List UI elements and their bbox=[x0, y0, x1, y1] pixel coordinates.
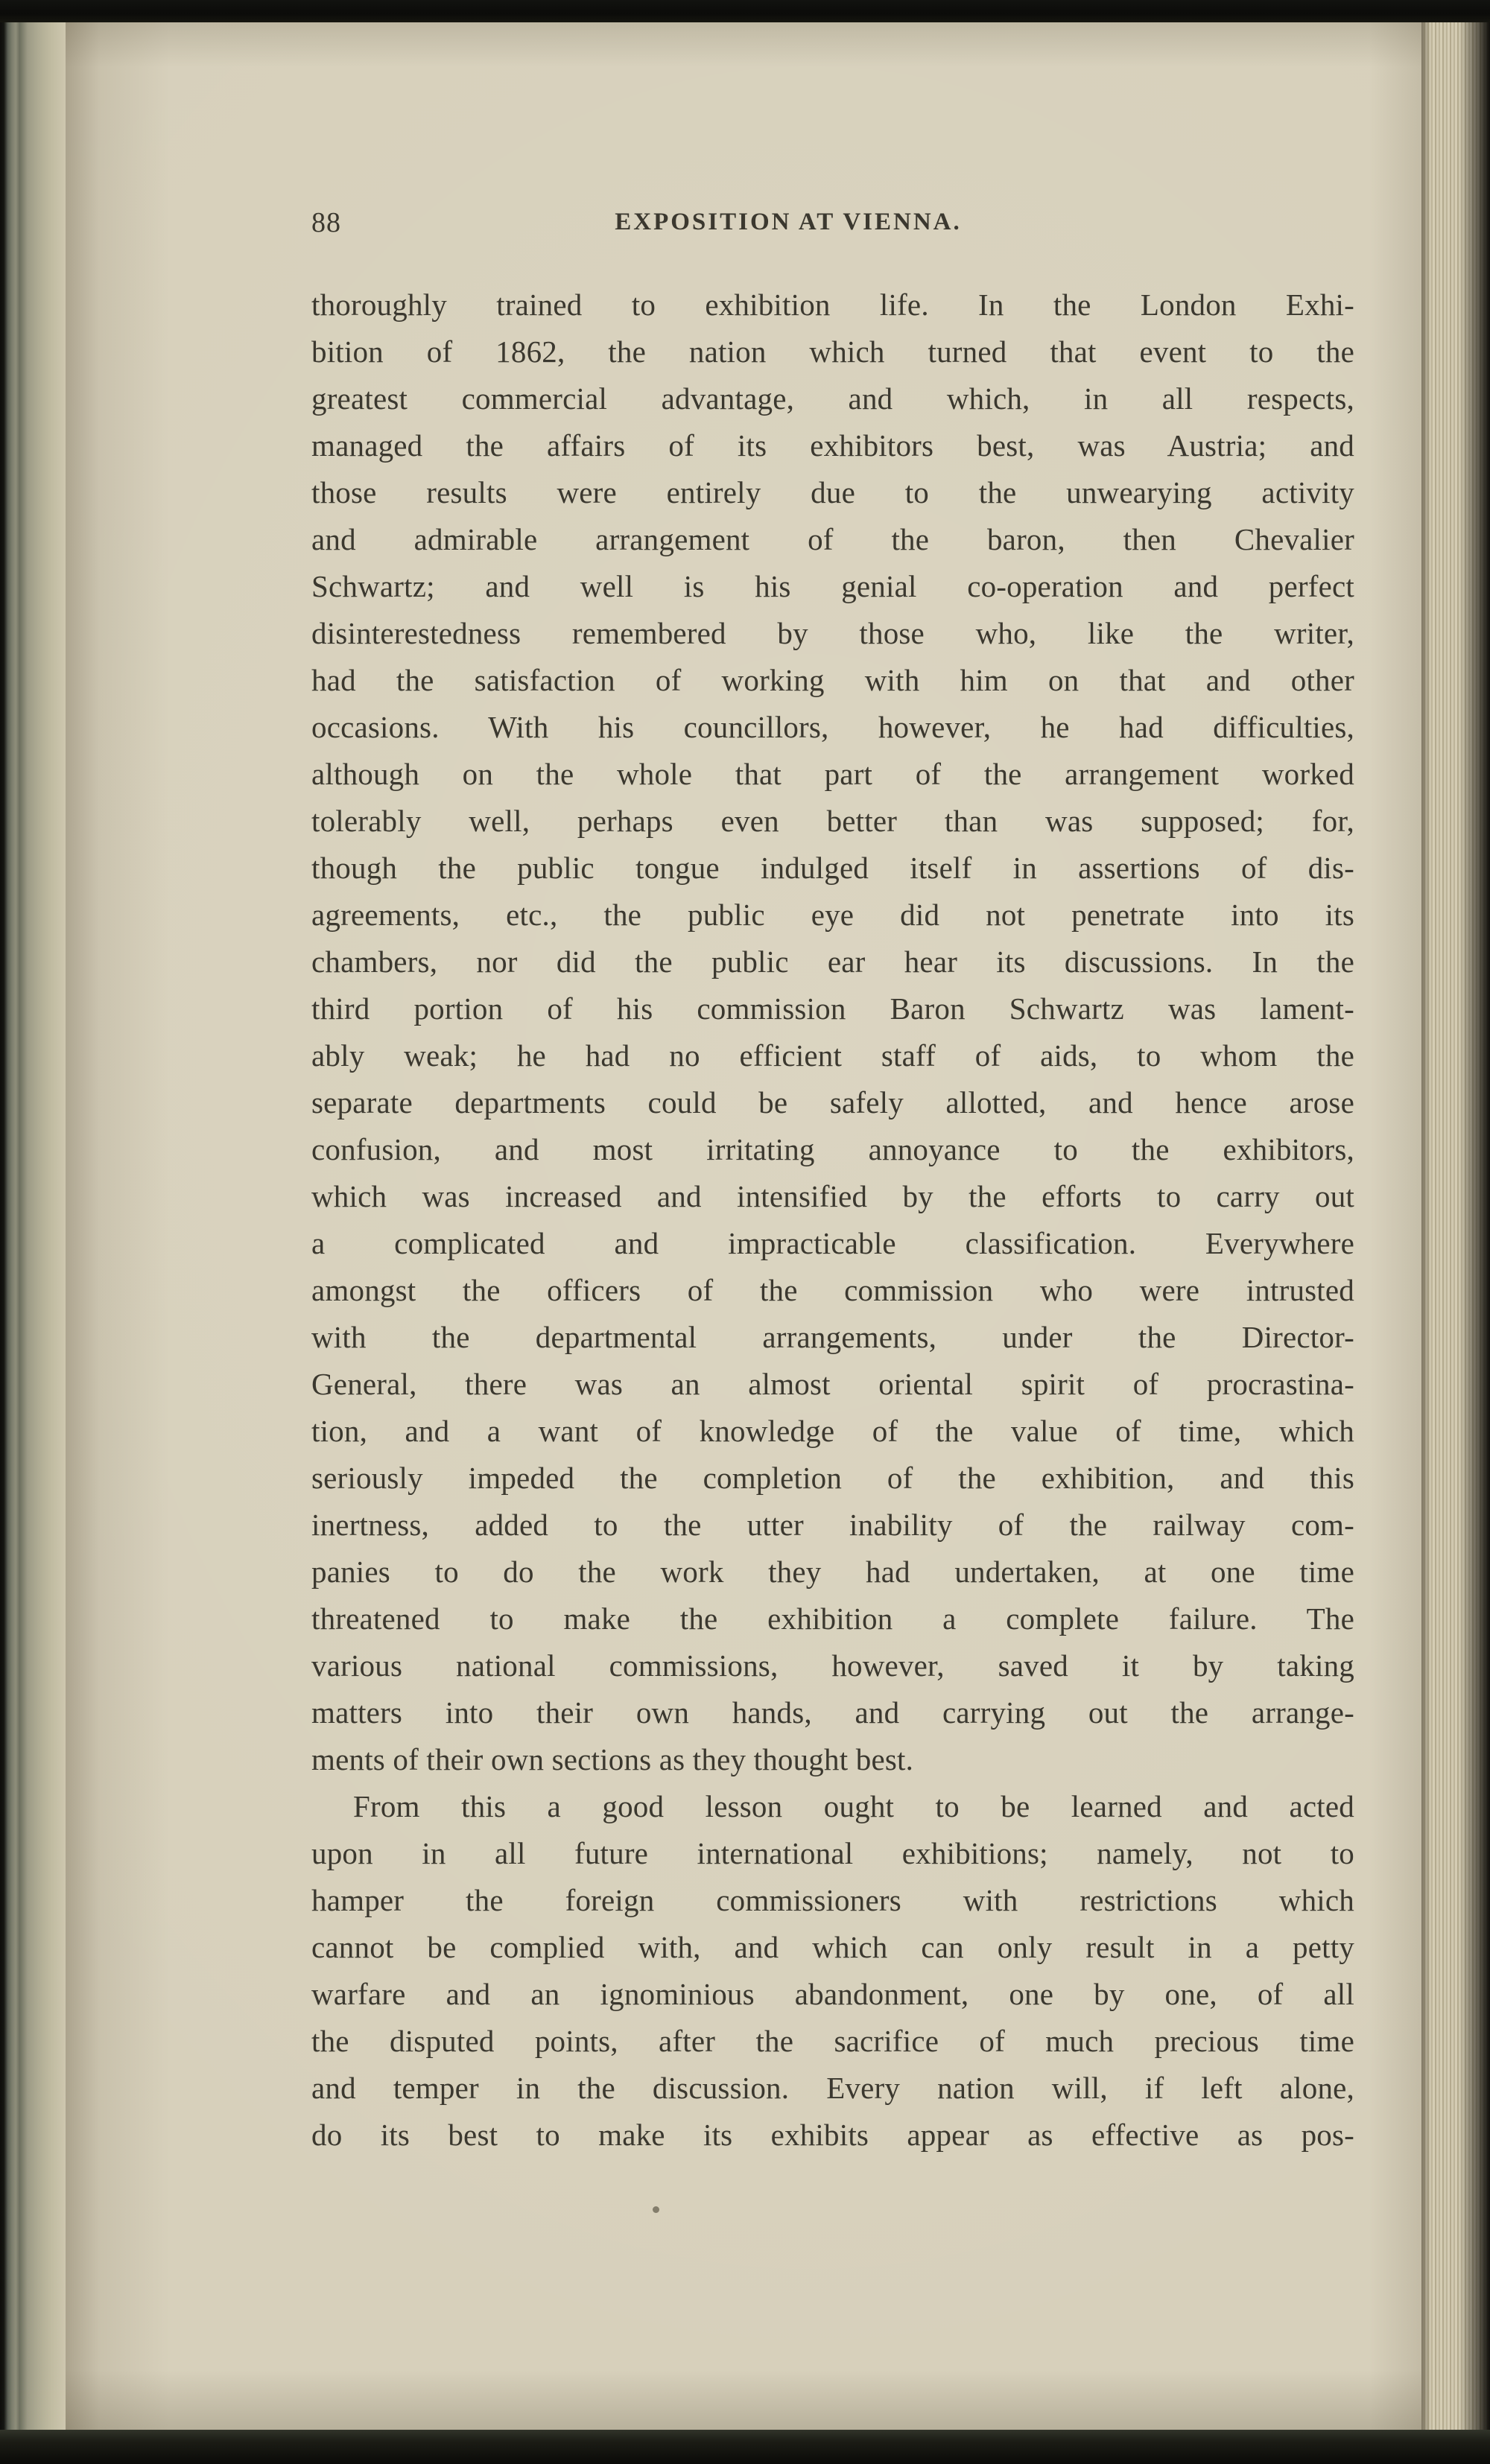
book-spine-gutter bbox=[0, 22, 66, 2430]
text-line: various national commissions, however, saved it by taking bbox=[311, 1648, 1354, 1683]
text-line: the disputed points, after the sacrifice of much precious time bbox=[311, 2024, 1354, 2058]
text-line: matters into their own hands, and carrying out the arrange- bbox=[311, 1695, 1354, 1730]
text-line: warfare and an ignominious abandonment, one by one, of all bbox=[311, 1977, 1354, 2011]
text-line: disinterestedness remembered by those who, like the writer, bbox=[311, 616, 1354, 650]
text-line: inertness, added to the utter inability of the railway com- bbox=[311, 1508, 1354, 1542]
text-line: and admirable arrangement of the baron, then Chevalier bbox=[311, 522, 1354, 556]
text-line: threatened to make the exhibition a complete failure. The bbox=[311, 1601, 1354, 1636]
text-line: separate departments could be safely allotted, and hence arose bbox=[311, 1085, 1354, 1120]
text-line: chambers, nor did the public ear hear its discussions. In the bbox=[311, 944, 1354, 979]
book-top-edge bbox=[0, 0, 1490, 22]
text-line: General, there was an almost oriental spirit of procrastina- bbox=[311, 1367, 1354, 1401]
text-line: though the public tongue indulged itself in assertions of dis- bbox=[311, 851, 1354, 885]
book-bottom-edge bbox=[0, 2430, 1490, 2464]
text-line: greatest commercial advantage, and which, in all respects, bbox=[311, 381, 1354, 416]
page-number: 88 bbox=[311, 207, 341, 238]
body-text-block bbox=[311, 282, 1354, 2159]
text-line: third portion of his commission Baron Schwartz was lament- bbox=[311, 991, 1354, 1026]
text-line: cannot be complied with, and which can only result in a petty bbox=[311, 1930, 1354, 1964]
stacked-page-edges bbox=[1421, 22, 1490, 2430]
running-head-row bbox=[311, 205, 1354, 244]
text-line: amongst the officers of the commission who were intrusted bbox=[311, 1273, 1354, 1307]
text-line: confusion, and most irritating annoyance to the exhibitors, bbox=[311, 1132, 1354, 1166]
text-line: panies to do the work they had undertaken, at one time bbox=[311, 1555, 1354, 1589]
text-line: managed the affairs of its exhibitors best, was Austria; and bbox=[311, 428, 1354, 463]
text-line: had the satisfaction of working with him on that and other bbox=[311, 663, 1354, 697]
paragraph bbox=[311, 1783, 1354, 2159]
ink-speck bbox=[653, 2206, 659, 2213]
text-line: occasions. With his councillors, however, he had difficulties, bbox=[311, 710, 1354, 744]
text-line: tion, and a want of knowledge of the value of time, which bbox=[311, 1414, 1354, 1448]
text-line: do its best to make its exhibits appear as effective as pos- bbox=[311, 2118, 1354, 2152]
text-line: Schwartz; and well is his genial co-operation and perfect bbox=[311, 569, 1354, 603]
text-line: hamper the foreign commissioners with restrictions which bbox=[311, 1883, 1354, 1917]
text-line: tolerably well, perhaps even better than was supposed; for, bbox=[311, 804, 1354, 838]
text-line: although on the whole that part of the arrangement worked bbox=[311, 757, 1354, 791]
text-line: bition of 1862, the nation which turned that event to the bbox=[311, 334, 1354, 369]
text-line: seriously impeded the completion of the exhibition, and this bbox=[311, 1461, 1354, 1495]
paragraph bbox=[311, 282, 1354, 1783]
text-line: ably weak; he had no efficient staff of aids, to whom the bbox=[311, 1038, 1354, 1073]
book-page bbox=[66, 22, 1421, 2430]
text-line: with the departmental arrangements, under the Director- bbox=[311, 1320, 1354, 1354]
text-line: ments of their own sections as they thought best. bbox=[311, 1742, 914, 1776]
text-line: those results were entirely due to the unwearying activity bbox=[311, 475, 1354, 509]
text-line: a complicated and impracticable classification. Everywhere bbox=[311, 1226, 1354, 1260]
text-line: thoroughly trained to exhibition life. In the London Exhi- bbox=[311, 288, 1354, 322]
text-line: agreements, etc., the public eye did not penetrate into its bbox=[311, 898, 1354, 932]
text-line: upon in all future international exhibitions; namely, not to bbox=[311, 1836, 1354, 1870]
running-header: EXPOSITION AT VIENNA. bbox=[615, 209, 962, 235]
text-line: and temper in the discussion. Every nation will, if left alone, bbox=[311, 2071, 1354, 2105]
text-line: From this a good lesson ought to be learned and acted bbox=[353, 1789, 1354, 1823]
text-line: which was increased and intensified by the efforts to carry out bbox=[311, 1179, 1354, 1213]
